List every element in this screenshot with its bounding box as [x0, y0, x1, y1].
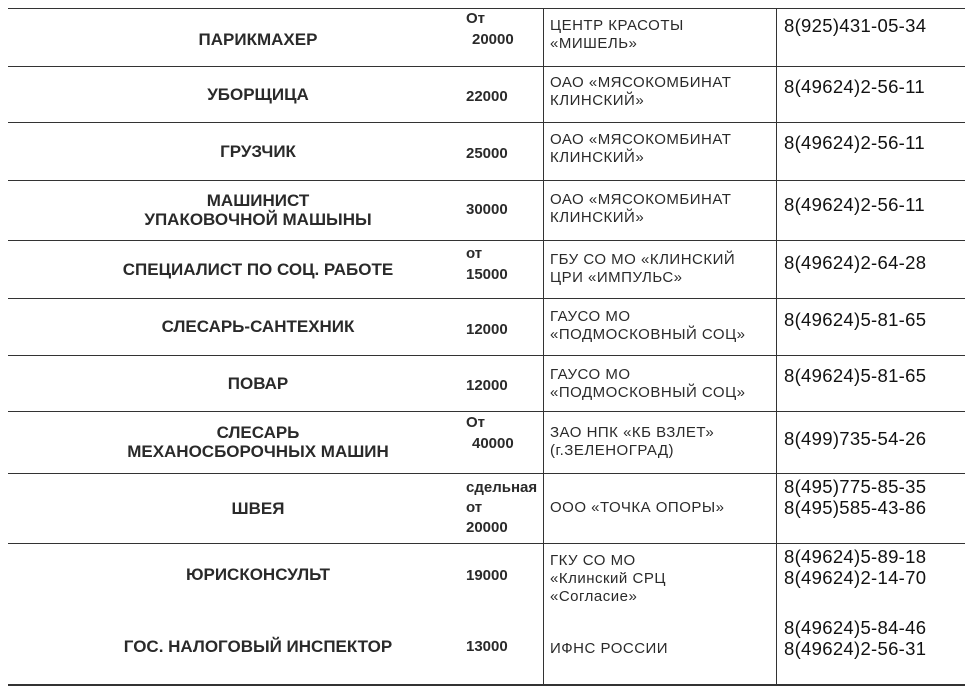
phone-number: 8(49624)5-81-65 [784, 365, 927, 386]
salary-line: 20000 [466, 519, 508, 536]
phone-number: 8(49624)2-56-31 [784, 638, 927, 659]
job-title-line: МАШИНИСТ [206, 191, 310, 210]
phone-number: 8(495)585-43-86 [784, 497, 927, 518]
employer-line: ОАО «МЯСОКОМБИНАТ [550, 131, 732, 148]
salary [466, 201, 508, 218]
employer-line: «ПОДМОСКОВНЫЙ СОЦ» [550, 326, 746, 343]
phone-numbers [784, 132, 925, 153]
salary [466, 479, 537, 539]
employer-line: ГАУСО МО [550, 366, 631, 383]
salary [466, 145, 508, 162]
phone-number: 8(925)431-05-34 [784, 15, 927, 36]
phone-number: 8(49624)5-81-65 [784, 309, 927, 330]
employer-line: «Клинский СРЦ [550, 570, 666, 587]
employer [550, 366, 746, 402]
phone-number: 8(49624)2-56-11 [784, 194, 925, 215]
employer [550, 640, 668, 658]
phone-numbers [784, 617, 926, 659]
job-title [8, 411, 508, 473]
employer-line: ОАО «МЯСОКОМБИНАТ [550, 191, 732, 208]
salary-line: 15000 [466, 266, 508, 283]
salary-line: 40000 [472, 435, 514, 452]
phone-number: 8(49624)5-84-46 [784, 617, 927, 638]
employer-line: КЛИНСКИЙ» [550, 92, 645, 109]
table-bottom-border [8, 684, 965, 686]
salary [466, 10, 514, 52]
employer [550, 308, 746, 344]
phone-numbers [784, 365, 926, 386]
salary-line: от [466, 499, 483, 516]
job-title-line: ГОС. НАЛОГОВЫЙ ИНСПЕКТОР [123, 636, 393, 656]
job-title [8, 618, 508, 674]
employer-line: ГБУ СО МО «КЛИНСКИЙ [550, 251, 736, 268]
job-title [8, 543, 508, 605]
employer [550, 74, 731, 110]
salary-line: 19000 [466, 567, 508, 584]
job-title-line: УБОРЩИЦА [207, 84, 309, 104]
job-title-line: ПАРИКМАХЕР [198, 29, 318, 49]
employer-line: ООО «ТОЧКА ОПОРЫ» [550, 499, 725, 516]
phone-numbers [784, 76, 925, 97]
employer [550, 17, 684, 53]
salary-line: От [466, 414, 486, 431]
phone-numbers [784, 15, 926, 36]
salary-line: сдельная [466, 479, 538, 496]
salary [466, 638, 508, 655]
employer [550, 251, 735, 287]
job-title [8, 8, 508, 66]
job-title [8, 122, 508, 180]
job-title [8, 355, 508, 411]
phone-number: 8(49624)2-14-70 [784, 567, 927, 588]
employer-line: КЛИНСКИЙ» [550, 209, 645, 226]
salary-line: от [466, 245, 483, 262]
phone-number: 8(49624)5-89-18 [784, 546, 927, 567]
job-title [8, 473, 508, 543]
salary-line: 25000 [466, 145, 508, 162]
salary [466, 245, 508, 287]
employer-line: ЦРИ «ИМПУЛЬС» [550, 269, 683, 286]
salary-line: 13000 [466, 638, 508, 655]
job-title-line: ГРУЗЧИК [220, 141, 296, 161]
employer-line: ИФНС РОССИИ [550, 640, 669, 657]
employer-line: ОАО «МЯСОКОМБИНАТ [550, 74, 732, 91]
phone-number: 8(49624)2-56-11 [784, 132, 925, 153]
employer [550, 552, 666, 606]
job-title-line: ШВЕЯ [231, 498, 285, 518]
job-title [8, 180, 508, 240]
phone-number: 8(495)775-85-35 [784, 476, 927, 497]
phone-number: 8(49624)2-56-11 [784, 76, 925, 97]
job-title-line: СПЕЦИАЛИСТ ПО СОЦ. РАБОТЕ [122, 259, 394, 279]
employer-line: «ПОДМОСКОВНЫЙ СОЦ» [550, 384, 746, 401]
employer [550, 131, 731, 167]
employer-line: ГКУ СО МО [550, 552, 636, 569]
job-title [8, 240, 508, 298]
salary-line: 12000 [466, 321, 508, 338]
employer [550, 191, 731, 227]
employer [550, 499, 725, 517]
salary-line: 22000 [466, 88, 508, 105]
salary-line: 12000 [466, 377, 508, 394]
employer-line: «МИШЕЛЬ» [550, 35, 638, 52]
job-title-line: ПОВАР [227, 373, 289, 393]
phone-numbers [784, 476, 926, 518]
employer-line: КЛИНСКИЙ» [550, 149, 645, 166]
phone-numbers [784, 546, 926, 588]
employer-line: «Согласие» [550, 588, 638, 605]
salary-line: 20000 [472, 31, 514, 48]
employer-line: ГАУСО МО [550, 308, 631, 325]
salary-line: От [466, 10, 486, 27]
employer-column-border [543, 8, 544, 685]
job-title-line: СЛЕСАРЬ-САНТЕХНИК [161, 317, 355, 336]
salary-line: 30000 [466, 201, 508, 218]
phone-number: 8(49624)2-64-28 [784, 252, 927, 273]
phone-numbers [784, 194, 925, 215]
salary [466, 88, 508, 105]
phone-numbers [784, 428, 926, 449]
employer-line: ЗАО НПК «КБ ВЗЛЕТ» [550, 424, 715, 441]
salary [466, 414, 514, 456]
phone-number: 8(499)735-54-26 [784, 428, 927, 449]
phone-numbers [784, 309, 926, 330]
phone-numbers [784, 252, 926, 273]
job-title-line: СЛЕСАРЬ [216, 423, 300, 442]
phone-column-border [776, 8, 777, 685]
job-title-line: МЕХАНОСБОРОЧНЫХ МАШИН [127, 442, 389, 461]
salary [466, 377, 508, 394]
employer-line: (г.ЗЕЛЕНОГРАД) [550, 442, 674, 459]
salary [466, 321, 508, 338]
job-title [8, 66, 508, 122]
salary [466, 567, 508, 584]
employer-line: ЦЕНТР КРАСОТЫ [550, 17, 684, 34]
job-title [8, 298, 508, 355]
employer [550, 424, 714, 460]
job-title-line: УПАКОВОЧНОЙ МАШЫНЫ [144, 210, 372, 229]
job-title-line: ЮРИСКОНСУЛЬТ [185, 564, 331, 584]
